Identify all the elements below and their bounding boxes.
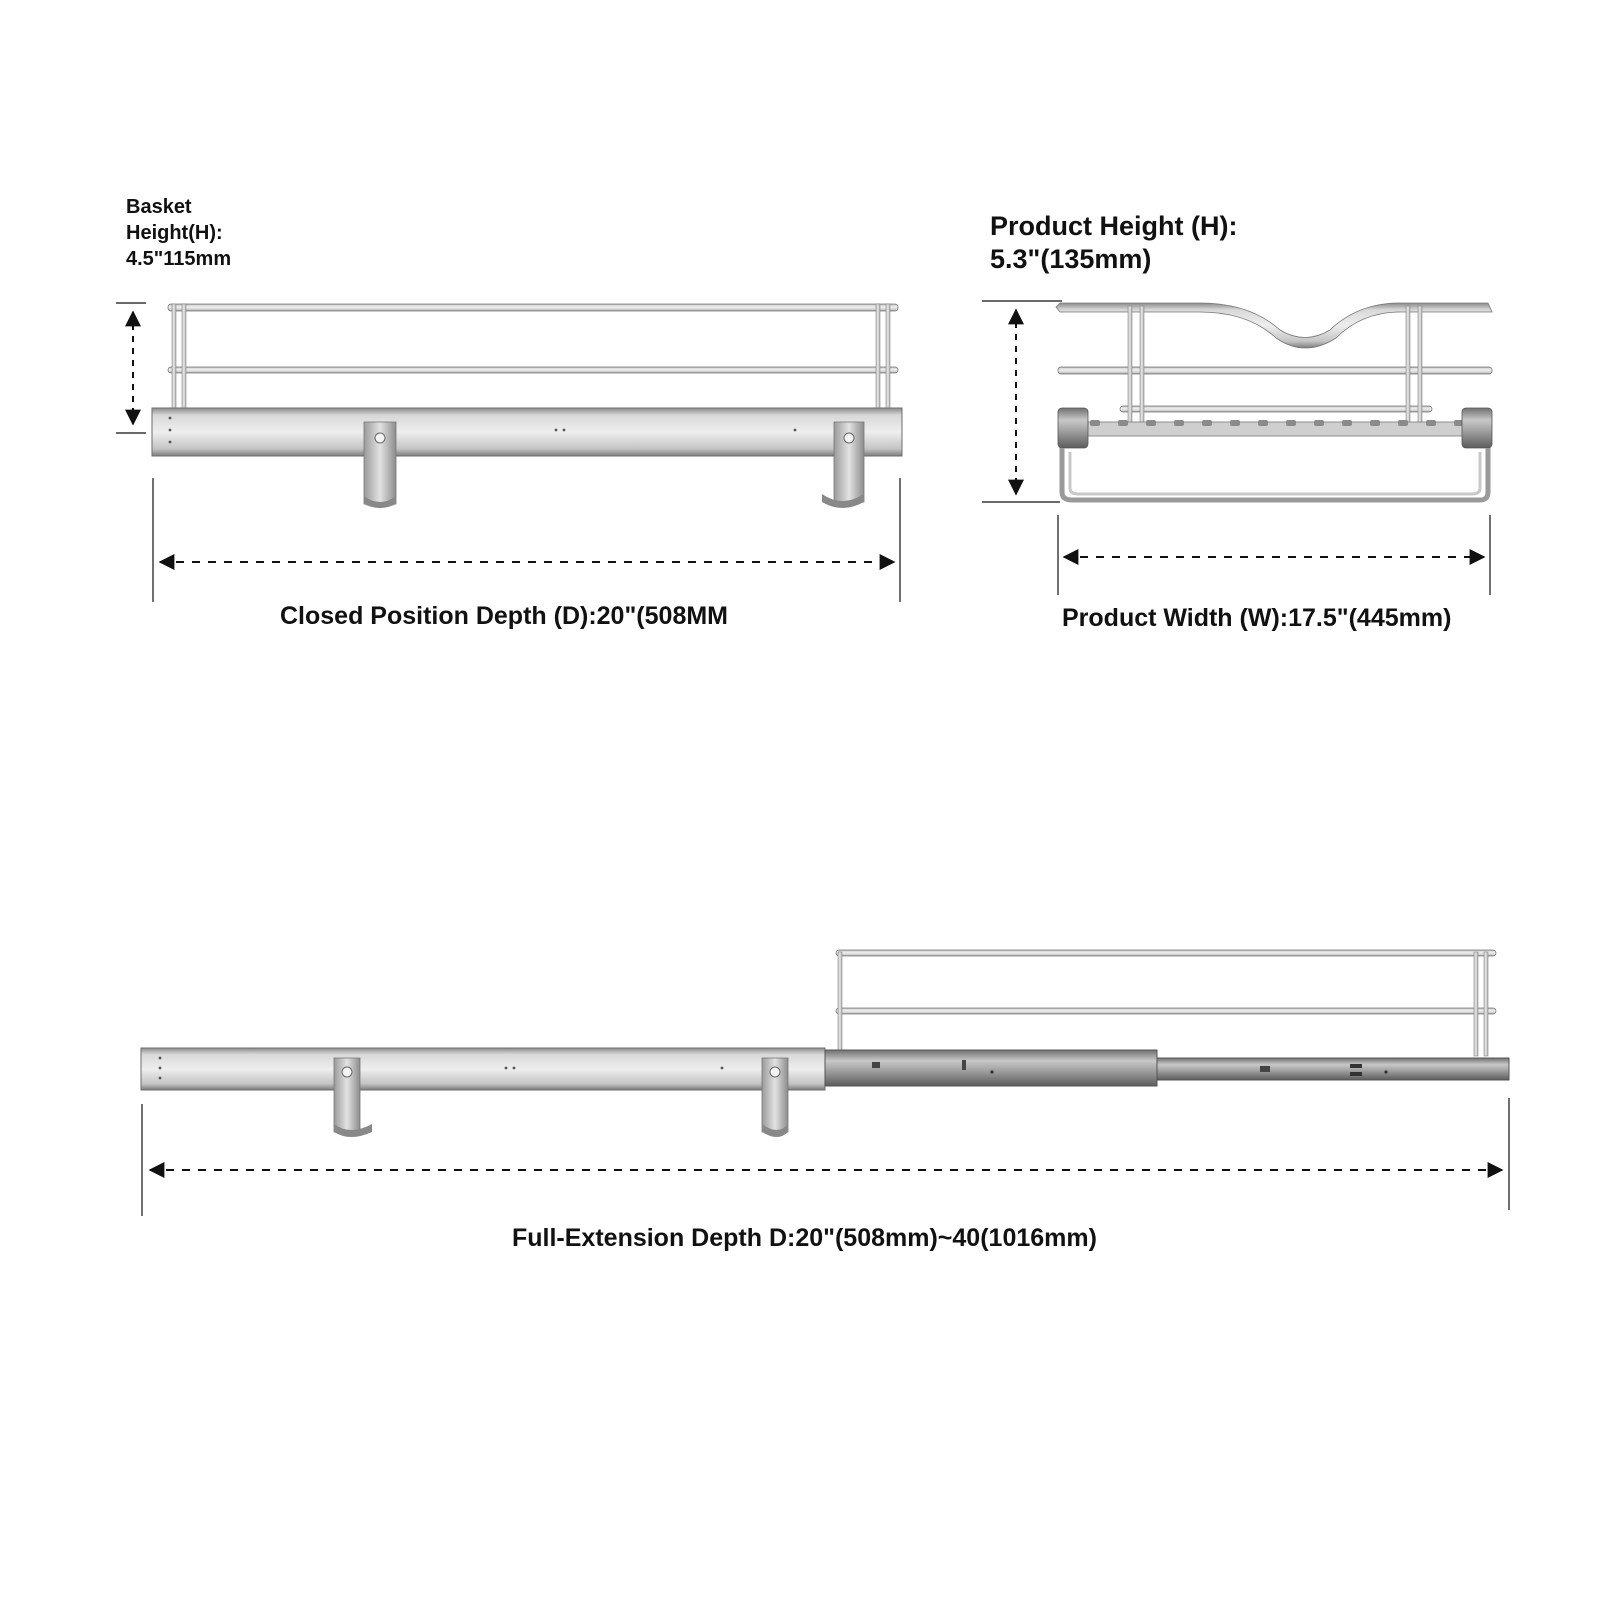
- mount-bracket-left: [364, 422, 396, 508]
- full-extension-label: Full-Extension Depth D:20"(508mm)~40(1016mm): [512, 1224, 1097, 1252]
- basket-height-line1: Basket: [126, 196, 192, 218]
- full-extension-side-view: [141, 950, 1509, 1216]
- basket-front-view: [982, 301, 1492, 595]
- top-wire-rail: [168, 304, 898, 311]
- slide-rail: [152, 408, 902, 456]
- inner-slide: [1157, 1058, 1509, 1080]
- closed-basket-side-view: [116, 303, 902, 602]
- middle-wire-rail: [168, 367, 898, 373]
- curved-top-rail: [1056, 303, 1492, 348]
- product-height-line2: 5.3"(135mm): [990, 244, 1152, 274]
- closed-depth-label: Closed Position Depth (D):20"(508MM: [280, 602, 728, 630]
- basket-height-line2: Height(H):: [126, 222, 223, 244]
- basket-height-line3: 4.5"115mm: [126, 248, 232, 270]
- product-width-label: Product Width (W):17.5"(445mm): [1062, 604, 1452, 632]
- product-height-line1: Product Height (H):: [990, 211, 1238, 241]
- mount-bracket-right: [762, 1058, 788, 1137]
